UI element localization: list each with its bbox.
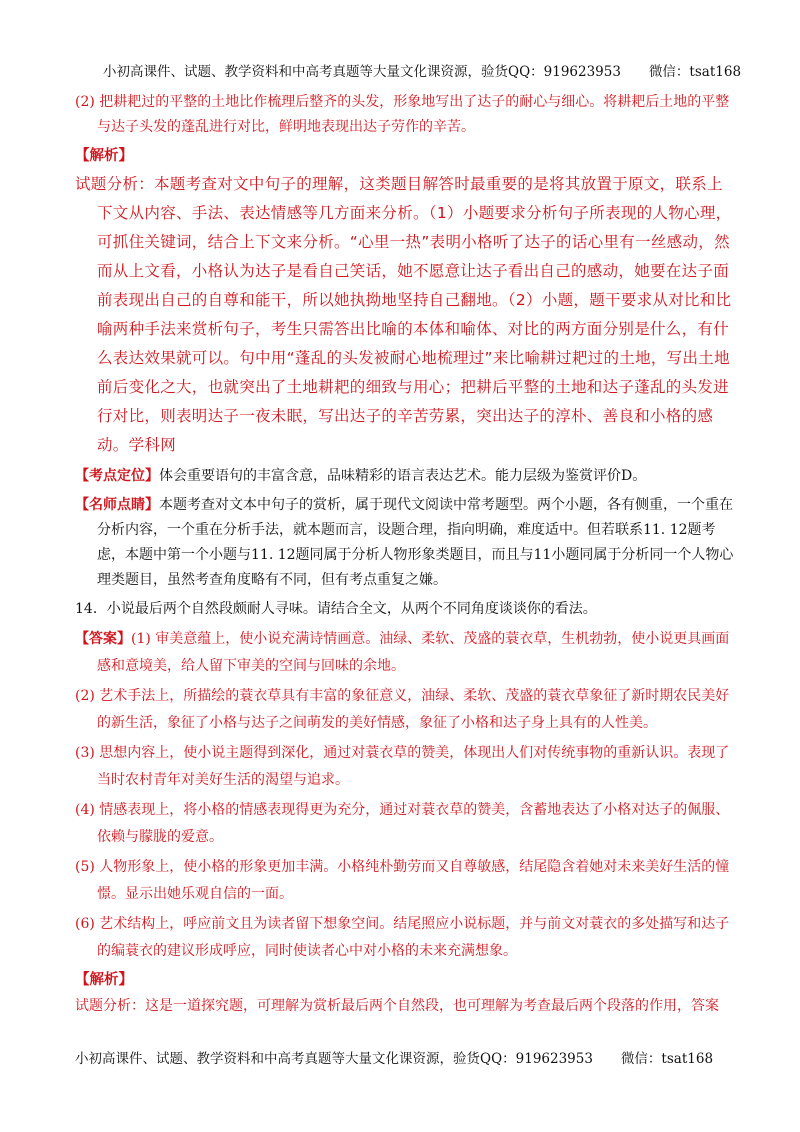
header-wechat: 微信：tsat168 <box>648 64 742 80</box>
mingshi-tag: 【名师点睛】 <box>75 497 159 513</box>
kaodian-paragraph <box>75 464 735 489</box>
footer-wechat: 微信：tsat168 <box>620 1051 714 1067</box>
answer-14-item-1 <box>75 626 735 680</box>
kaodian-tag: 【考点定位】 <box>75 468 159 484</box>
analysis-body-2: 试题分析：这是一道探究题，可理解为赏析最后两个自然段，也可理解为考查最后两个段落的作用，答案 <box>75 998 719 1014</box>
page-header <box>0 60 800 80</box>
analysis-heading-2: 【解析】 <box>75 971 133 988</box>
analysis-heading-1: 【解析】 <box>75 147 133 164</box>
answer-14-item-3: (3) 思想内容上，使小说主题得到深化，通过对蓑衣草的赞美，体现出人们对传统事物的重新认识。表现了当时农村青年对美好生活的渴望与追求。 <box>75 745 730 788</box>
header-text: 小初高课件、试题、教学资料和中高考真题等大量文化课资源，验货QQ：919623953 <box>103 64 621 80</box>
kaodian-text: 体会重要语句的丰富含意，品味精彩的语言表达艺术。能力层级为鉴赏评价D。 <box>159 468 647 484</box>
page-footer <box>0 1047 800 1067</box>
answer-part-2: (2) 把耕耙过的平整的土地比作梳理后整齐的头发，形象地写出了达子的耐心与细心。将耕耙后土地的平整与达子头发的蓬乱进行对比，鲜明地表现出达子劳作的辛苦。 <box>75 94 730 135</box>
question-14: 14．小说最后两个自然段颇耐人寻味。请结合全文，从两个不同角度谈谈你的看法。 <box>75 601 597 617</box>
answer-14-item-6: (6) 艺术结构上，呼应前文且为读者留下想象空间。结尾照应小说标题，并与前文对蓑衣的多处描写和达子的编蓑衣的建议形成呼应，同时使读者心中对小格的未来充满想象。 <box>75 916 730 959</box>
document-body <box>75 90 735 1019</box>
footer-text: 小初高课件、试题、教学资料和中高考真题等大量文化课资源，验货QQ：919623953 <box>75 1051 593 1067</box>
mingshi-text: 本题考查对文本中句子的赏析，属于现代文阅读中常考题型。两个小题，各有侧重，一个重在分析内容，一个重在分析手法，就本题而言，设题合理，指向明确，难度适中。但若联系11. 12题考虑，本题中第一个小题与11. 12题同属于分析人物形象类题目，而且与11小题同属于分析同一个人物心理类题目，虽然考查角度略有不同，但有考点重复之嫌。 <box>97 497 734 588</box>
analysis-body-1: 试题分析：本题考查对文中句子的理解，这类题目解答时最重要的是将其放置于原文，联系上下文从内容、手法、表达情感等几方面来分析。（1）小题要求分析句子所表现的人物心理，可抓住关键词，结合上下文来分析。“心里一热”表明小格听了达子的话心里有一丝感动，然而从上文看，小格认为达子是看自己笑话，她不愿意让达子看出自己的感动，她要在达子面前表现出自己的自尊和能干，所以她执拗地坚持自己翻地。（2）小题，题干要求从对比和比喻两种手法来赏析句子，考生只需答出比喻的本体和喻体、对比的两方面分别是什么，有什么表达效果就可以。句中用“蓬乱的头发被耐心地梳理过”来比喻耕过耙过的土地，写出土地前后变化之大，也就突出了土地耕耙的细致与用心；把耕后平整的土地和达子蓬乱的头发进行对比，则表明达子一夜未眠，写出达子的辛苦劳累，突出达子的淳朴、善良和小格的感动。学科网 <box>75 175 732 454</box>
mingshi-paragraph <box>75 493 735 593</box>
answer-14-item-4: (4) 情感表现上，将小格的情感表现得更为充分，通过对蓑衣草的赞美，含蓄地表达了小格对达子的佩服、依赖与朦胧的爱意。 <box>75 802 730 845</box>
answer-14-text-1: (1) 审美意蕴上，使小说充满诗情画意。油绿、柔软、茂盛的蓑衣草，生机勃勃，使小说更具画面感和意境美，给人留下审美的空间与回味的余地。 <box>97 631 730 674</box>
answer-14-item-5: (5) 人物形象上，使小格的形象更加丰满。小格纯朴勤劳而又自尊敏感，结尾隐含着她对未来美好生活的憧憬。显示出她乐观自信的一面。 <box>75 859 730 902</box>
answer-14-item-2: (2) 艺术手法上，所描绘的蓑衣草具有丰富的象征意义，油绿、柔软、茂盛的蓑衣草象征了新时期农民美好的新生活，象征了小格与达子之间萌发的美好情感，象征了小格和达子身上具有的人性美。 <box>75 688 730 731</box>
answer-14-tag: 【答案】 <box>75 631 131 647</box>
